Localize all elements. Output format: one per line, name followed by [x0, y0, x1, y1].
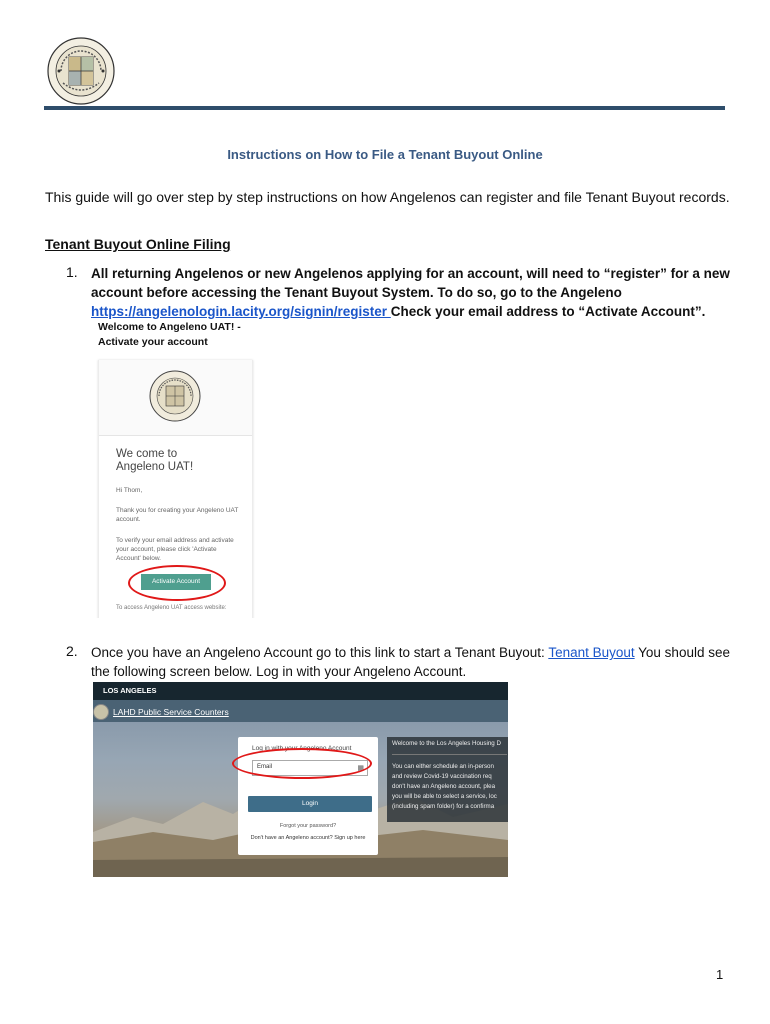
step-2-number: 2.: [66, 643, 78, 659]
email-footer: To access Angeleno UAT access website:: [116, 605, 227, 611]
sign-up-link[interactable]: Don't have an Angeleno account? Sign up here: [250, 835, 366, 841]
email-placeholder: Email: [257, 764, 273, 770]
step-1-text-after: Check your email address to “Activate Account”.: [390, 304, 706, 319]
email-paragraph-2: To verify your email address and activate your account, please click 'Activate Account' below.: [116, 537, 234, 562]
top-bar: [93, 682, 508, 700]
step-1-number: 1.: [66, 264, 78, 280]
page-number: 1: [716, 967, 724, 982]
forgot-password-link[interactable]: Forgot your password?: [279, 823, 337, 829]
tenant-buyout-link[interactable]: Tenant Buyout: [548, 645, 635, 660]
section-heading: Tenant Buyout Online Filing: [45, 236, 231, 252]
email-paragraph-1: Thank you for creating your Angeleno UAT account.: [116, 507, 239, 523]
highlight-circle: [128, 565, 226, 601]
email-subject-line-1: Welcome to Angeleno UAT! -: [98, 321, 241, 333]
email-subject-line-2: Activate your account: [98, 336, 208, 348]
step-2-text: [91, 643, 731, 681]
welcome-line: you will be able to select a service, loc: [392, 793, 497, 800]
email-logo-area: [99, 360, 252, 436]
email-subject: [98, 320, 241, 350]
register-link[interactable]: https://angelenologin.lacity.org/signin/register: [91, 304, 391, 319]
step-1-text-before: All returning Angelenos or new Angelenos applying for an account, will need to “register” for a new account before accessing the Tenant Buyout System. To do so, go to the Angeleno: [91, 266, 730, 300]
email-seal-logo: [149, 370, 201, 422]
city-seal-logo: [47, 37, 115, 105]
email-greeting: Hi Thom,: [116, 487, 143, 494]
login-card-title: Log in with your Angeleno Account: [252, 745, 352, 752]
welcome-line: You can either schedule an in-person: [392, 763, 494, 770]
welcome-panel: [387, 737, 508, 822]
login-page-screenshot: [93, 682, 508, 877]
nav-seal-icon: [93, 704, 109, 720]
step-2-text-after: You should see the following screen below. Log in with your Angeleno Account.: [91, 645, 730, 679]
email-card: [98, 360, 253, 618]
welcome-divider: [392, 754, 507, 755]
welcome-line: (including spam folder) for a confirma: [392, 803, 495, 810]
step-2-text-before: Once you have an Angeleno Account go to this link to start a Tenant Buyout:: [91, 645, 549, 660]
email-highlight-circle: [232, 748, 372, 779]
welcome-line: and review Covid-19 vaccination req: [392, 773, 492, 780]
nav-title-link[interactable]: LAHD Public Service Counters: [113, 707, 229, 717]
email-heading: We come to Angeleno UAT!: [116, 448, 194, 473]
activate-account-button[interactable]: Activate Account: [141, 574, 211, 590]
activation-email-screenshot: [95, 318, 255, 618]
intro-paragraph: This guide will go over step by step instructions on how Angelenos can register and file Tenant Buyout records.: [45, 189, 730, 205]
document-title: Instructions on How to File a Tenant Buyout Online: [227, 147, 543, 162]
brand-label: LOS ANGELES: [103, 686, 157, 695]
welcome-title: Welcome to the Los Angeles Housing D: [392, 740, 501, 747]
header-rule: [44, 106, 725, 110]
step-1-text: [91, 264, 731, 321]
contact-card-icon: ▦: [357, 765, 364, 772]
login-button[interactable]: Login: [248, 796, 372, 812]
welcome-line: don't have an Angeleno account, plea: [392, 783, 496, 790]
